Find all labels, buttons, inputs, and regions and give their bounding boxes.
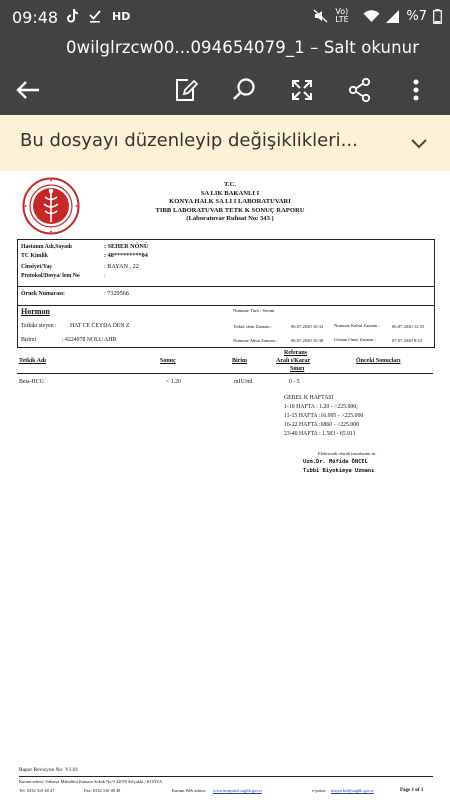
- header-line-4: TIBB LABORATUVAR TETK K SONUÇ RAPORU: [155, 206, 305, 214]
- accept-time-value: 06.07.2020 12:55: [392, 324, 425, 329]
- col-unit: Birim: [232, 358, 247, 364]
- chevron-down-icon: [410, 138, 428, 150]
- banner-expand-button[interactable]: [410, 135, 428, 154]
- footer-fax: Fax: 0332 310 48 48: [84, 788, 121, 793]
- header-line-5: (Laboratuvar Ruhsat No: 343 ): [186, 215, 274, 223]
- status-left-icons: [66, 9, 130, 23]
- signature-note: Elektronik olarak imzalanmı tır.: [318, 451, 377, 456]
- report-header: [130, 181, 330, 224]
- patient-name-label: Hastanın Adı,Soyadı: [21, 244, 72, 250]
- download-done-icon: [88, 9, 102, 23]
- edit-button[interactable]: [168, 72, 204, 108]
- header-line-1: T.C.: [224, 181, 236, 188]
- hd-label: HD: [112, 9, 131, 23]
- signal-icon: [386, 10, 400, 23]
- volte-label: Vo) LTE: [335, 7, 349, 24]
- section-title: Hormon: [21, 307, 50, 316]
- revision-no: Rapor Revizyon No: V1.01: [19, 767, 79, 773]
- sample-label: Örnek Numarası:: [21, 291, 65, 297]
- tc-value: : 48*********04: [104, 252, 148, 259]
- sample-box: [17, 285, 435, 306]
- battery-label: %7: [406, 8, 427, 24]
- footer-address: Kurum adresi: Sakarya Mahallesi Kamera Sokak No:9 42070 Selçuklu / KONYA: [19, 779, 163, 784]
- row-result: < 1.20: [166, 379, 181, 385]
- footer-divider: [19, 776, 433, 777]
- footer-web-label: Kurum Web adresi:: [172, 788, 207, 793]
- document-title: 0wilglrzcw00...094654079_1 – Salt okunur: [66, 38, 420, 57]
- status-time: 09:48: [12, 8, 59, 27]
- approve-time-label: Uzman Onay Zamanı :: [334, 337, 376, 342]
- footer-tel: Tel: 0332 310 48 47: [19, 788, 55, 793]
- col-result: Sonuç: [160, 358, 176, 364]
- back-button[interactable]: [10, 72, 46, 108]
- signature-title: Tıbbi Biyokimya Uzmanı: [303, 468, 375, 474]
- approve-time-value: 07.07.2020 9:23: [392, 338, 422, 343]
- requester-label: Tetkiki steyen :: [21, 323, 57, 329]
- notes-line-2: 11-15 HAFTA :16.995 - >225.000: [284, 413, 364, 419]
- unit-value: : 4224078 NOLU AHB: [62, 337, 117, 343]
- footer-web-link[interactable]: www.konyahsl.saglik.gov.tr: [213, 788, 262, 793]
- protocol-label: Protokol/Dosya/ lem No: [21, 273, 80, 279]
- notes-line-1: 1-10 HAFTA : 1.20 - >225.000,: [284, 404, 358, 410]
- patient-name-value: : SEHER NÖNÜ: [104, 243, 149, 250]
- take-time-label: Numune Alma Zamanı :: [233, 338, 278, 343]
- col-reference-3: Sınırı: [290, 366, 305, 372]
- edit-banner[interactable]: [0, 115, 450, 171]
- request-time-value: 06.07.2020 10:32: [291, 324, 324, 329]
- fullscreen-icon: [289, 77, 315, 103]
- protocol-value: :: [104, 272, 106, 279]
- accept-time-label: Numune Kabul Zamanı :: [334, 323, 380, 328]
- pdf-page[interactable]: [0, 171, 450, 800]
- take-time-value: 06.07.2020 10:38: [291, 338, 324, 343]
- search-button[interactable]: [226, 72, 262, 108]
- row-test: Beta-HCG: [19, 379, 44, 385]
- more-options-button[interactable]: [398, 72, 434, 108]
- share-icon: [347, 77, 373, 103]
- notes-title: GEBEL K HAFTASI: [284, 395, 334, 401]
- col-reference-2: Aralı ı/Karar: [276, 358, 311, 364]
- request-time-label: Tetkik stem Zamanı :: [233, 324, 273, 329]
- row-reference: 0 - 5: [289, 379, 300, 385]
- search-icon: [231, 77, 257, 103]
- edit-document-icon: [173, 77, 199, 103]
- patient-info-box: [17, 239, 435, 287]
- order-info-box: [17, 305, 435, 348]
- sample-value: : 7329566: [104, 290, 129, 297]
- requester-value: HAT CE CEYDA DEN Z: [70, 323, 130, 329]
- header-line-2: SA LIK BAKANLI I: [200, 189, 260, 197]
- sex-age-value: : BAYAN , 22: [104, 263, 139, 270]
- footer-email-link[interactable]: konya.hsl@saglik.gov.tr: [331, 788, 374, 793]
- col-test-name: Tetkik Adı: [19, 358, 46, 364]
- notes-line-3: 16-22 HAFTA :6860 - >225.000: [284, 422, 360, 428]
- table-divider: [17, 373, 433, 374]
- fullscreen-button[interactable]: [284, 72, 320, 108]
- unit-label: Birimi: [21, 337, 37, 343]
- banner-text: Bu dosyayı düzenleyip değişiklikleri...: [20, 130, 358, 151]
- col-reference-1: Referans: [284, 350, 307, 356]
- wifi-icon: [363, 10, 380, 23]
- share-button[interactable]: [342, 72, 378, 108]
- notes-line-4: 23-40 HAFTA : 1.583 - 65.911: [284, 431, 356, 437]
- ministry-logo-icon: [22, 177, 80, 235]
- col-previous: Önceki Sonuçları: [356, 358, 401, 364]
- header-line-3: KONYA HALK SA LI I LABORATUVARI: [169, 198, 291, 206]
- tc-label: TC Kimlik: [21, 253, 48, 259]
- sex-age-label: Cinsiyet/Yaş: [21, 264, 52, 270]
- battery-icon: [433, 9, 442, 24]
- signature-name: Uzm.Dr. Müfide ÖNCEL: [303, 459, 368, 465]
- footer-email-label: e-posta:: [312, 788, 326, 793]
- status-right-icons: [313, 8, 442, 24]
- more-vert-icon: [411, 77, 421, 103]
- back-arrow-icon: [15, 80, 41, 100]
- mute-icon: [313, 9, 329, 23]
- sample-type: Numune Türü : Serum: [233, 308, 275, 313]
- row-unit: mIU/ml: [234, 379, 253, 385]
- page-number: Page 1 of 1: [400, 788, 424, 793]
- status-bar: [0, 0, 450, 34]
- tiktok-icon: [66, 9, 78, 23]
